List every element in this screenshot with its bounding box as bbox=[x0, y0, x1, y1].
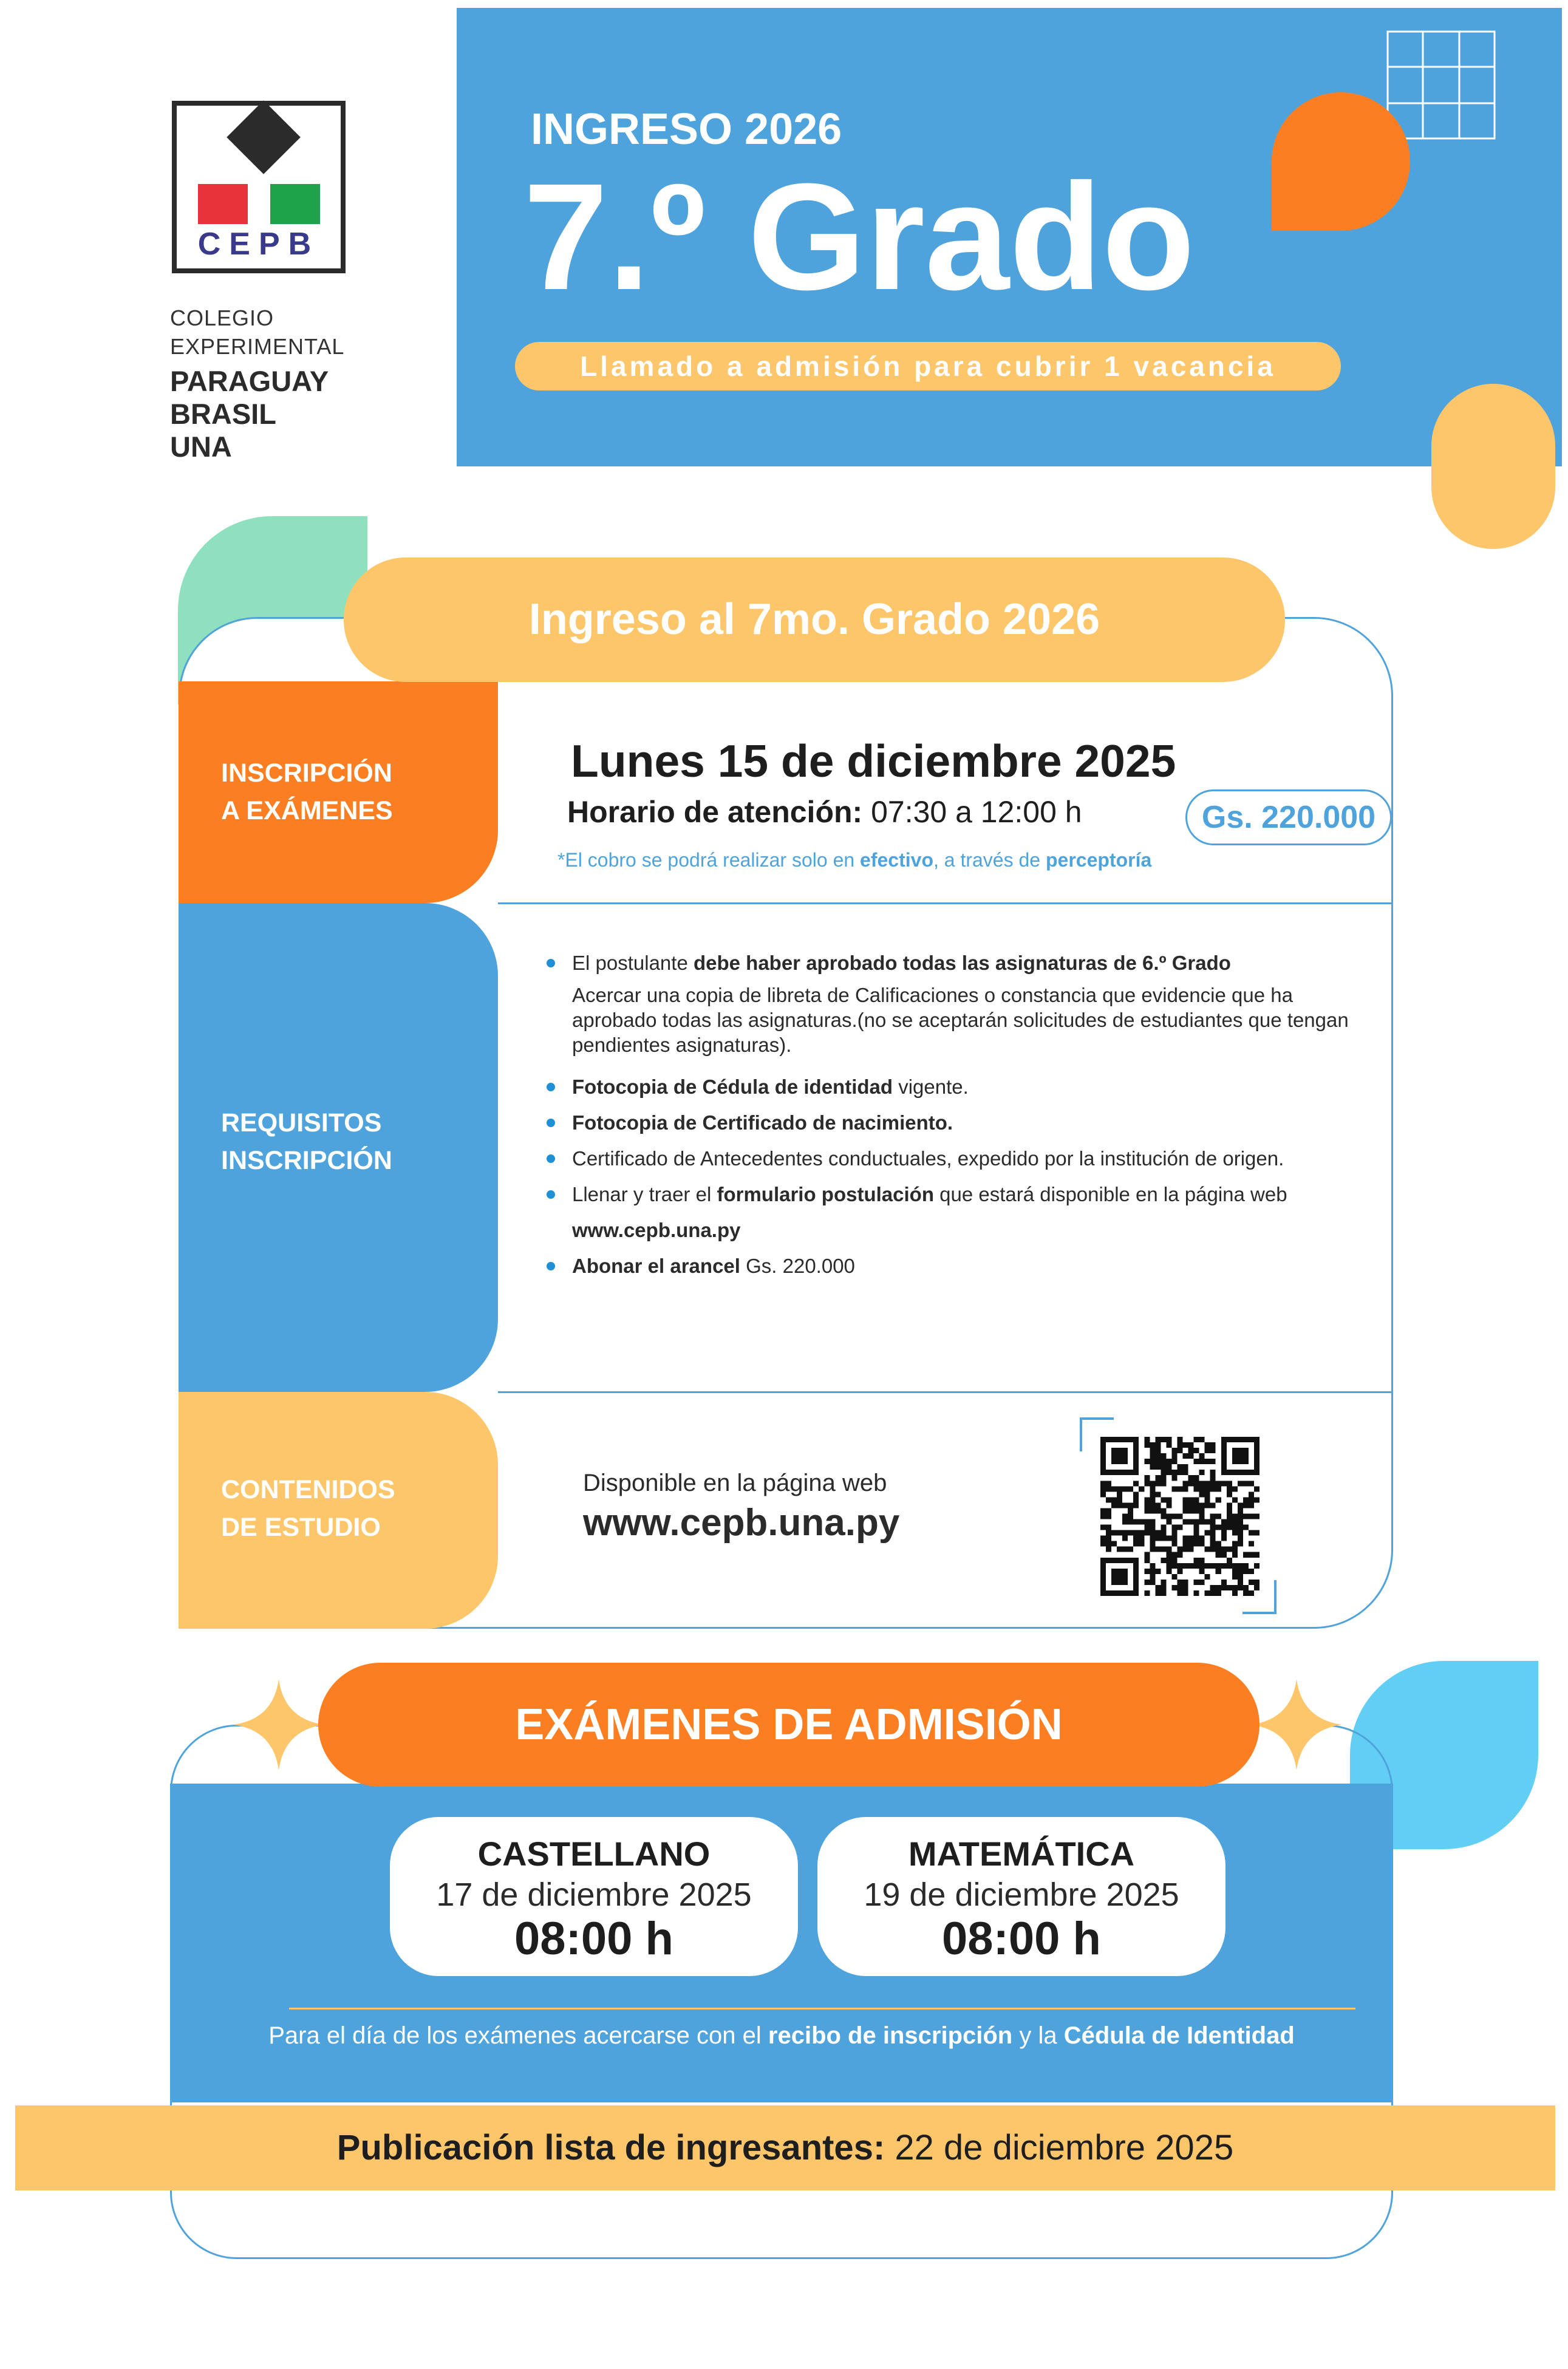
office-hours-label: Horario de atención: bbox=[567, 795, 863, 829]
requirement-emphasis: Fotocopia de Cédula de identidad bbox=[572, 1075, 893, 1098]
requirement-emphasis: formulario postulación bbox=[717, 1183, 934, 1205]
contenidos-label-line1: CONTENIDOS bbox=[221, 1475, 395, 1504]
publication-text bbox=[15, 2105, 1555, 2190]
requirement-text: Certificado de Antecedentes conductuales, expedido por la institución de origen. bbox=[572, 1147, 1284, 1170]
requirement-emphasis: Fotocopia de Certificado de nacimiento. bbox=[572, 1111, 953, 1134]
logo-acronym: CEPB bbox=[197, 227, 320, 262]
divider-line bbox=[289, 2008, 1355, 2009]
price-badge: Gs. 220.000 bbox=[1185, 789, 1392, 845]
inscription-date: Lunes 15 de diciembre 2025 bbox=[571, 735, 1176, 786]
inscripcion-label-line1: INSCRIPCIÓN bbox=[221, 758, 392, 788]
exam-note-text: Para el día de los exámenes acercarse con el bbox=[268, 2022, 768, 2049]
requirement-item bbox=[547, 1074, 1354, 1099]
exam-note-receipt: recibo de inscripción bbox=[768, 2022, 1013, 2049]
college-name-line2: EXPERIMENTAL bbox=[170, 334, 345, 359]
publication-date: 22 de diciembre 2025 bbox=[885, 2128, 1234, 2167]
requirement-text: que estará disponible en la página web bbox=[933, 1183, 1287, 1205]
exam-date: 19 de diciembre 2025 bbox=[864, 1876, 1179, 1913]
website-link[interactable]: www.cepb.una.py bbox=[583, 1502, 900, 1544]
college-name-line3: PARAGUAY bbox=[170, 365, 329, 397]
row-divider bbox=[498, 1391, 1393, 1393]
requisitos-label-line1: REQUISITOS bbox=[221, 1108, 382, 1137]
orange-leaf-decoration bbox=[1272, 92, 1410, 231]
logo-green-square bbox=[270, 184, 320, 224]
requirement-emphasis: Abonar el arancel bbox=[572, 1255, 740, 1277]
grid-icon bbox=[1386, 30, 1496, 140]
hero-title: 7.º Grado bbox=[523, 152, 1195, 321]
requirement-text: Gs. 220.000 bbox=[740, 1255, 855, 1277]
office-hours-value: 07:30 a 12:00 h bbox=[862, 795, 1082, 829]
card-header-pill: Ingreso al 7mo. Grado 2026 bbox=[344, 557, 1285, 682]
qr-code-icon[interactable] bbox=[1100, 1437, 1260, 1596]
payment-note bbox=[557, 849, 1151, 871]
exam-card-matematica bbox=[817, 1817, 1225, 1976]
requirement-text: Llenar y traer el bbox=[572, 1183, 717, 1205]
exam-note-text: y la bbox=[1012, 2022, 1064, 2049]
college-name-line1: COLEGIO bbox=[170, 305, 274, 330]
exam-card-castellano bbox=[390, 1817, 798, 1976]
requirement-detail-text: Acercar una copia de libreta de Calificaciones o constancia que evidencie que ha aprobado todas las asignaturas.(no se aceptarán solicitudes de estudiantes que tengan pendientes asignaturas). bbox=[572, 984, 1349, 1056]
payment-note-cash: efectivo bbox=[860, 849, 933, 871]
college-name-line4: BRASIL bbox=[170, 398, 276, 430]
payment-note-text: *El cobro se podrá realizar solo en bbox=[557, 849, 861, 871]
requirements-list bbox=[547, 950, 1354, 1278]
exam-day-note bbox=[170, 2022, 1393, 2050]
requirement-url bbox=[547, 1218, 1354, 1242]
requirement-text: El postulante bbox=[572, 952, 694, 974]
requirement-url-text: www.cepb.una.py bbox=[572, 1219, 741, 1241]
sparkle-icon bbox=[1251, 1679, 1342, 1770]
requirement-item bbox=[547, 1182, 1354, 1207]
inscripcion-label bbox=[221, 754, 393, 830]
exam-date: 17 de diciembre 2025 bbox=[436, 1876, 752, 1913]
exam-note-id: Cédula de Identidad bbox=[1063, 2022, 1295, 2049]
logo-red-square bbox=[198, 184, 248, 224]
payment-note-office: perceptoría bbox=[1045, 849, 1152, 871]
hero-subtitle-pill: Llamado a admisión para cubrir 1 vacancia bbox=[515, 342, 1341, 390]
requirement-item bbox=[547, 950, 1354, 975]
requirement-detail bbox=[547, 983, 1354, 1057]
hero-eyebrow: INGRESO 2026 bbox=[531, 105, 842, 154]
requirement-item bbox=[547, 1110, 1354, 1135]
requisitos-label bbox=[221, 1104, 392, 1179]
exam-subject: MATEMÁTICA bbox=[908, 1835, 1135, 1873]
college-name-line5: UNA bbox=[170, 431, 232, 463]
publication-label: Publicación lista de ingresantes: bbox=[336, 2128, 885, 2167]
yellow-pill-decoration bbox=[1431, 384, 1555, 549]
requirement-item bbox=[547, 1253, 1354, 1278]
contents-available-text: Disponible en la página web bbox=[583, 1470, 887, 1496]
inscripcion-label-line2: A EXÁMENES bbox=[221, 796, 393, 825]
contenidos-label-line2: DE ESTUDIO bbox=[221, 1513, 381, 1542]
requirement-emphasis: debe haber aprobado todas las asignaturas de 6.º Grado bbox=[693, 952, 1231, 974]
requisitos-label-line2: INSCRIPCIÓN bbox=[221, 1146, 392, 1175]
exam-subject: CASTELLANO bbox=[477, 1835, 711, 1873]
exam-time: 08:00 h bbox=[942, 1913, 1101, 1965]
payment-note-text: , a través de bbox=[933, 849, 1046, 871]
office-hours bbox=[567, 794, 1082, 830]
row-divider bbox=[498, 902, 1393, 904]
contenidos-label bbox=[221, 1471, 395, 1546]
exams-header-pill: EXÁMENES DE ADMISIÓN bbox=[318, 1663, 1260, 1787]
requirement-item bbox=[547, 1146, 1354, 1171]
sparkle-icon bbox=[233, 1679, 324, 1770]
requirement-text: vigente. bbox=[893, 1075, 969, 1098]
exam-time: 08:00 h bbox=[514, 1913, 673, 1965]
